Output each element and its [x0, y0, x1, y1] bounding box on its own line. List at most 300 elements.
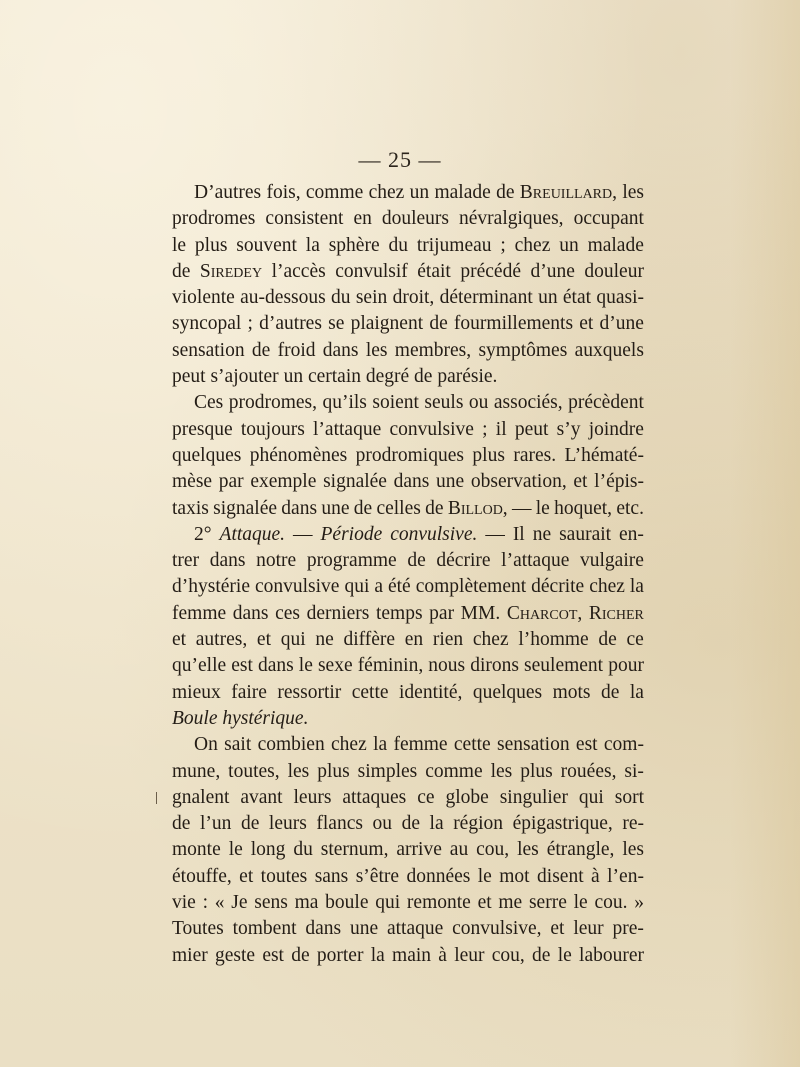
word: vulgaire [580, 550, 644, 572]
word: est [262, 944, 284, 966]
word: rouées, [560, 760, 617, 782]
word: complètement [415, 576, 527, 598]
word: pre- [612, 918, 644, 940]
word: ne [532, 523, 552, 545]
word: chez [368, 182, 405, 203]
word: ressortir [277, 681, 342, 703]
word: chez [514, 234, 551, 256]
word: qui [280, 629, 306, 651]
word: Richer [588, 602, 644, 624]
word: du [388, 234, 408, 256]
word: boule [325, 892, 369, 914]
word: com- [603, 734, 644, 756]
word: ; [247, 313, 253, 335]
word: sphère [328, 234, 380, 256]
word: d’autres [259, 313, 322, 335]
word: cou, [476, 839, 510, 861]
word: la [373, 734, 388, 756]
text-line [172, 574, 644, 600]
word: membres, [394, 339, 472, 361]
word: Je [231, 892, 248, 914]
word: identité, [399, 681, 463, 703]
word: plus [194, 234, 228, 256]
word: trer [172, 550, 200, 572]
word: de [172, 260, 191, 282]
word: sait [224, 734, 252, 756]
word: ne [315, 629, 334, 651]
text-line [172, 732, 644, 758]
word: le [535, 497, 550, 519]
word: région [453, 813, 504, 835]
word: ou [468, 392, 489, 414]
word: consistent [265, 208, 344, 230]
word: convulsive [254, 576, 340, 598]
word: prodromes, [228, 392, 317, 414]
word: comme [425, 760, 483, 782]
word: en [353, 208, 372, 230]
word: mier [172, 944, 208, 966]
word: dans [322, 339, 359, 361]
word: qu’ils [322, 392, 367, 414]
word: sort [614, 786, 644, 808]
text-line [172, 180, 644, 206]
word: prodromiques [355, 444, 464, 466]
word: par [429, 602, 455, 624]
word: l’un [199, 813, 232, 835]
word: simples [357, 760, 418, 782]
word: long [250, 839, 286, 861]
word: « [214, 892, 225, 914]
word: précèdent [568, 392, 644, 414]
word: » [634, 892, 644, 914]
word: hoquet, [554, 497, 613, 519]
word: et [579, 313, 594, 335]
word: peut [514, 418, 549, 440]
word: labourer [579, 944, 644, 966]
word: au-dessous [240, 287, 326, 309]
word: MM. [460, 602, 501, 624]
word: la [305, 234, 320, 256]
word: auxquels [574, 339, 644, 361]
word: hystérique. [222, 707, 309, 729]
word: sternum, [320, 839, 389, 861]
word: dans [257, 655, 294, 677]
word: de [401, 813, 420, 835]
word: notre [256, 550, 297, 572]
word: l’attaque [313, 418, 382, 440]
word: Charcot, [506, 602, 583, 624]
text-line [172, 233, 644, 259]
word: précédé [460, 260, 521, 282]
word: douleurs [381, 208, 450, 230]
word: signalée [323, 471, 387, 493]
word: une [436, 471, 465, 493]
word: malade [434, 182, 491, 203]
word: celles [376, 497, 421, 519]
word: qui [578, 786, 604, 808]
word: ce [626, 629, 644, 651]
text-line [172, 443, 644, 469]
word: violente [172, 287, 235, 309]
word: dirons [470, 655, 519, 677]
word: douleur [584, 260, 644, 282]
word: chez [589, 576, 625, 598]
word: D’autres [194, 182, 262, 203]
word: une [349, 918, 379, 940]
word: trijumeau [416, 234, 492, 256]
text-line [172, 627, 644, 653]
word: phénomènes [249, 444, 348, 466]
word: déterminant [439, 287, 533, 309]
word: symptômes [478, 339, 568, 361]
word: dans [232, 602, 269, 624]
word: attaque [386, 918, 444, 940]
word: rares. [513, 444, 557, 466]
text-line [172, 890, 644, 916]
word: quasi- [596, 287, 644, 309]
word: toutes [260, 865, 308, 887]
word: un [409, 182, 430, 203]
word: en [404, 629, 424, 651]
word: flancs [316, 813, 363, 835]
text-line [172, 680, 644, 706]
word: étouffe, [172, 865, 232, 887]
word: du [331, 287, 351, 309]
word: le [298, 655, 313, 677]
word: était [417, 260, 451, 282]
word: qui [375, 892, 401, 914]
word: féminin, [357, 655, 424, 677]
word: autres, [195, 629, 248, 651]
word: degré [365, 366, 415, 388]
word: arrive [396, 839, 442, 861]
word: et [573, 471, 588, 493]
word: a [374, 576, 383, 598]
text-line [172, 653, 644, 679]
body-text [172, 180, 644, 969]
word: été [387, 576, 411, 598]
word: soient [372, 392, 419, 414]
word: On [194, 734, 218, 756]
word: de [414, 366, 438, 388]
word: l’homme [518, 629, 589, 651]
word: certain [307, 366, 366, 388]
text-line [172, 206, 644, 232]
word: Boule [172, 707, 223, 729]
margin-mark [156, 792, 157, 804]
word: l’attaque [501, 550, 570, 572]
word: signalée [213, 497, 278, 519]
word: : [202, 892, 208, 914]
word: cou, [491, 944, 525, 966]
word: de [496, 182, 515, 203]
word: les [365, 339, 388, 361]
word: attaques [342, 786, 407, 808]
word: ces [275, 602, 300, 624]
word: et [477, 892, 492, 914]
text-line [172, 417, 644, 443]
word: l’en- [607, 865, 644, 887]
word: de [407, 550, 426, 572]
text-line [172, 785, 644, 811]
word: plaignent [350, 313, 424, 335]
word: toujours [240, 418, 305, 440]
word: gnalent [172, 786, 230, 808]
word: les [490, 760, 513, 782]
word: et [172, 629, 187, 651]
word: le [477, 865, 492, 887]
word: comme [305, 182, 364, 203]
word: la [429, 813, 444, 835]
word: de [429, 313, 448, 335]
word: diffère [343, 629, 396, 651]
word: main [392, 944, 432, 966]
word: Attaque. [219, 523, 286, 545]
word: toutes, [228, 760, 280, 782]
word: taxis [172, 497, 209, 519]
word: plus [472, 444, 505, 466]
word: il [495, 418, 507, 440]
page-number: — 25 — [358, 147, 442, 172]
word: à [438, 944, 447, 966]
word: geste [214, 944, 256, 966]
text-line [172, 864, 644, 890]
word: leurs [268, 813, 307, 835]
word: décrire [436, 550, 491, 572]
word: mots [552, 681, 591, 703]
word: remonte [406, 892, 471, 914]
word: — [293, 523, 313, 545]
word: me [498, 892, 523, 914]
word: 2° [194, 523, 212, 545]
word: de [251, 339, 271, 361]
word: femme [172, 602, 227, 624]
word: — [511, 497, 532, 519]
word: seuls [424, 392, 464, 414]
word: observation, [470, 471, 567, 493]
word: cette [453, 734, 491, 756]
word: leur [454, 944, 485, 966]
text-line [172, 469, 644, 495]
word: avant [240, 786, 283, 808]
word: les [517, 839, 539, 861]
word: associés, [493, 392, 563, 414]
word: ce [417, 786, 435, 808]
word: le [172, 234, 187, 256]
word: convulsive, [452, 918, 542, 940]
word: état [562, 287, 592, 309]
word: sein [355, 287, 388, 309]
word: programme [306, 550, 397, 572]
word: ou [372, 813, 393, 835]
word: décrite [531, 576, 585, 598]
word: sans [314, 865, 349, 887]
word: qu’elle [172, 655, 227, 677]
word: les [622, 839, 644, 861]
word: sensation [172, 339, 245, 361]
word: du [293, 839, 313, 861]
word: re- [622, 813, 644, 835]
word: névralgiques, [459, 208, 564, 230]
word: Période [320, 523, 383, 545]
word: dans [209, 550, 246, 572]
word: de [291, 944, 310, 966]
word: L’hématé- [564, 444, 644, 466]
word: occupant [573, 208, 644, 230]
word: mot [499, 865, 530, 887]
word: de [172, 813, 191, 835]
text-line [172, 837, 644, 863]
word: épigastrique, [512, 813, 613, 835]
text-line [172, 916, 644, 942]
word: joindre [588, 418, 644, 440]
word: cou. [594, 892, 628, 914]
word: en- [619, 523, 644, 545]
word: temps [375, 602, 423, 624]
word: exemple [250, 471, 317, 493]
text-line [172, 285, 644, 311]
word: dans [393, 471, 430, 493]
word: tombent [232, 918, 297, 940]
word: d’une [530, 260, 575, 282]
word: et [239, 865, 254, 887]
text-line [172, 601, 644, 627]
word: plus [520, 760, 553, 782]
word: d’une [599, 313, 644, 335]
word: la [370, 944, 385, 966]
word: presque [172, 418, 233, 440]
word: s’ajouter [210, 366, 284, 388]
word: vie [172, 892, 196, 914]
word: de [425, 497, 444, 519]
word: Breuillard, [519, 182, 618, 203]
word: les [287, 760, 310, 782]
word: ; [500, 234, 506, 256]
text-line [172, 311, 644, 337]
word: un [538, 287, 558, 309]
text-line [172, 548, 644, 574]
word: peut [172, 366, 211, 388]
word: saurait [559, 523, 612, 545]
word: plus [317, 760, 350, 782]
word: chez [472, 629, 509, 651]
text-line [172, 943, 644, 969]
word: le [228, 839, 243, 861]
word: serre [528, 892, 567, 914]
text-line [172, 496, 644, 522]
word: l’épis- [594, 471, 644, 493]
word: quelques [172, 444, 242, 466]
word: si- [624, 760, 644, 782]
word: parésie. [437, 366, 498, 388]
word: seulement [524, 655, 604, 677]
word: de [600, 681, 620, 703]
word: malade [587, 234, 644, 256]
word: ; [482, 418, 488, 440]
word: globe [445, 786, 489, 808]
word: Ces [194, 392, 224, 414]
word: pour [608, 655, 644, 677]
text-line [172, 338, 644, 364]
word: une [321, 497, 350, 519]
word: à [591, 865, 600, 887]
word: un [559, 234, 579, 256]
word: dans [281, 497, 318, 519]
word: quelques [472, 681, 543, 703]
word: s’y [556, 418, 581, 440]
word: dans [305, 918, 342, 940]
word: froid [277, 339, 316, 361]
word: leurs [293, 786, 332, 808]
text-line [172, 706, 644, 732]
word: rien [432, 629, 464, 651]
word: singulier [499, 786, 568, 808]
text-line [172, 759, 644, 785]
word: s’être [355, 865, 400, 887]
word: femme [393, 734, 448, 756]
word: le [573, 892, 588, 914]
word: ma [294, 892, 319, 914]
word: de [353, 497, 373, 519]
word: au [449, 839, 469, 861]
word: et [550, 918, 565, 940]
word: mune, [172, 760, 221, 782]
word: cette [351, 681, 389, 703]
word: porter [316, 944, 364, 966]
word: faire [231, 681, 267, 703]
word: syncopal [172, 313, 242, 335]
word: se [328, 313, 345, 335]
word: monte [172, 839, 221, 861]
word: la [629, 681, 644, 703]
word: de [240, 813, 260, 835]
text-line [172, 390, 644, 416]
word: par [218, 471, 244, 493]
word: convulsif [335, 260, 408, 282]
word: le [557, 944, 572, 966]
word: nous [428, 655, 466, 677]
word: et [256, 629, 271, 651]
text-line [172, 522, 644, 548]
word: sensation [497, 734, 570, 756]
word: leur [573, 918, 604, 940]
word: Billod, [447, 497, 508, 519]
word: est [575, 734, 598, 756]
word: la [629, 576, 644, 598]
word: de [532, 944, 551, 966]
word: de [598, 629, 617, 651]
word: etc. [616, 497, 644, 519]
word: fourmillements [453, 313, 574, 335]
word: qui [344, 576, 370, 598]
text-line [172, 364, 644, 390]
word: souvent [236, 234, 297, 256]
word: d’hystérie [172, 576, 250, 598]
word: Toutes [172, 918, 224, 940]
word: Il [512, 523, 525, 545]
word: fois, [266, 182, 301, 203]
word: disent [537, 865, 584, 887]
word: données [406, 865, 471, 887]
word: sens [254, 892, 288, 914]
word: les [622, 182, 644, 203]
word: mieux [172, 681, 221, 703]
word: convulsive. [390, 523, 478, 545]
word: droit, [392, 287, 435, 309]
text-line [172, 259, 644, 285]
text-line [172, 811, 644, 837]
word: derniers [306, 602, 370, 624]
